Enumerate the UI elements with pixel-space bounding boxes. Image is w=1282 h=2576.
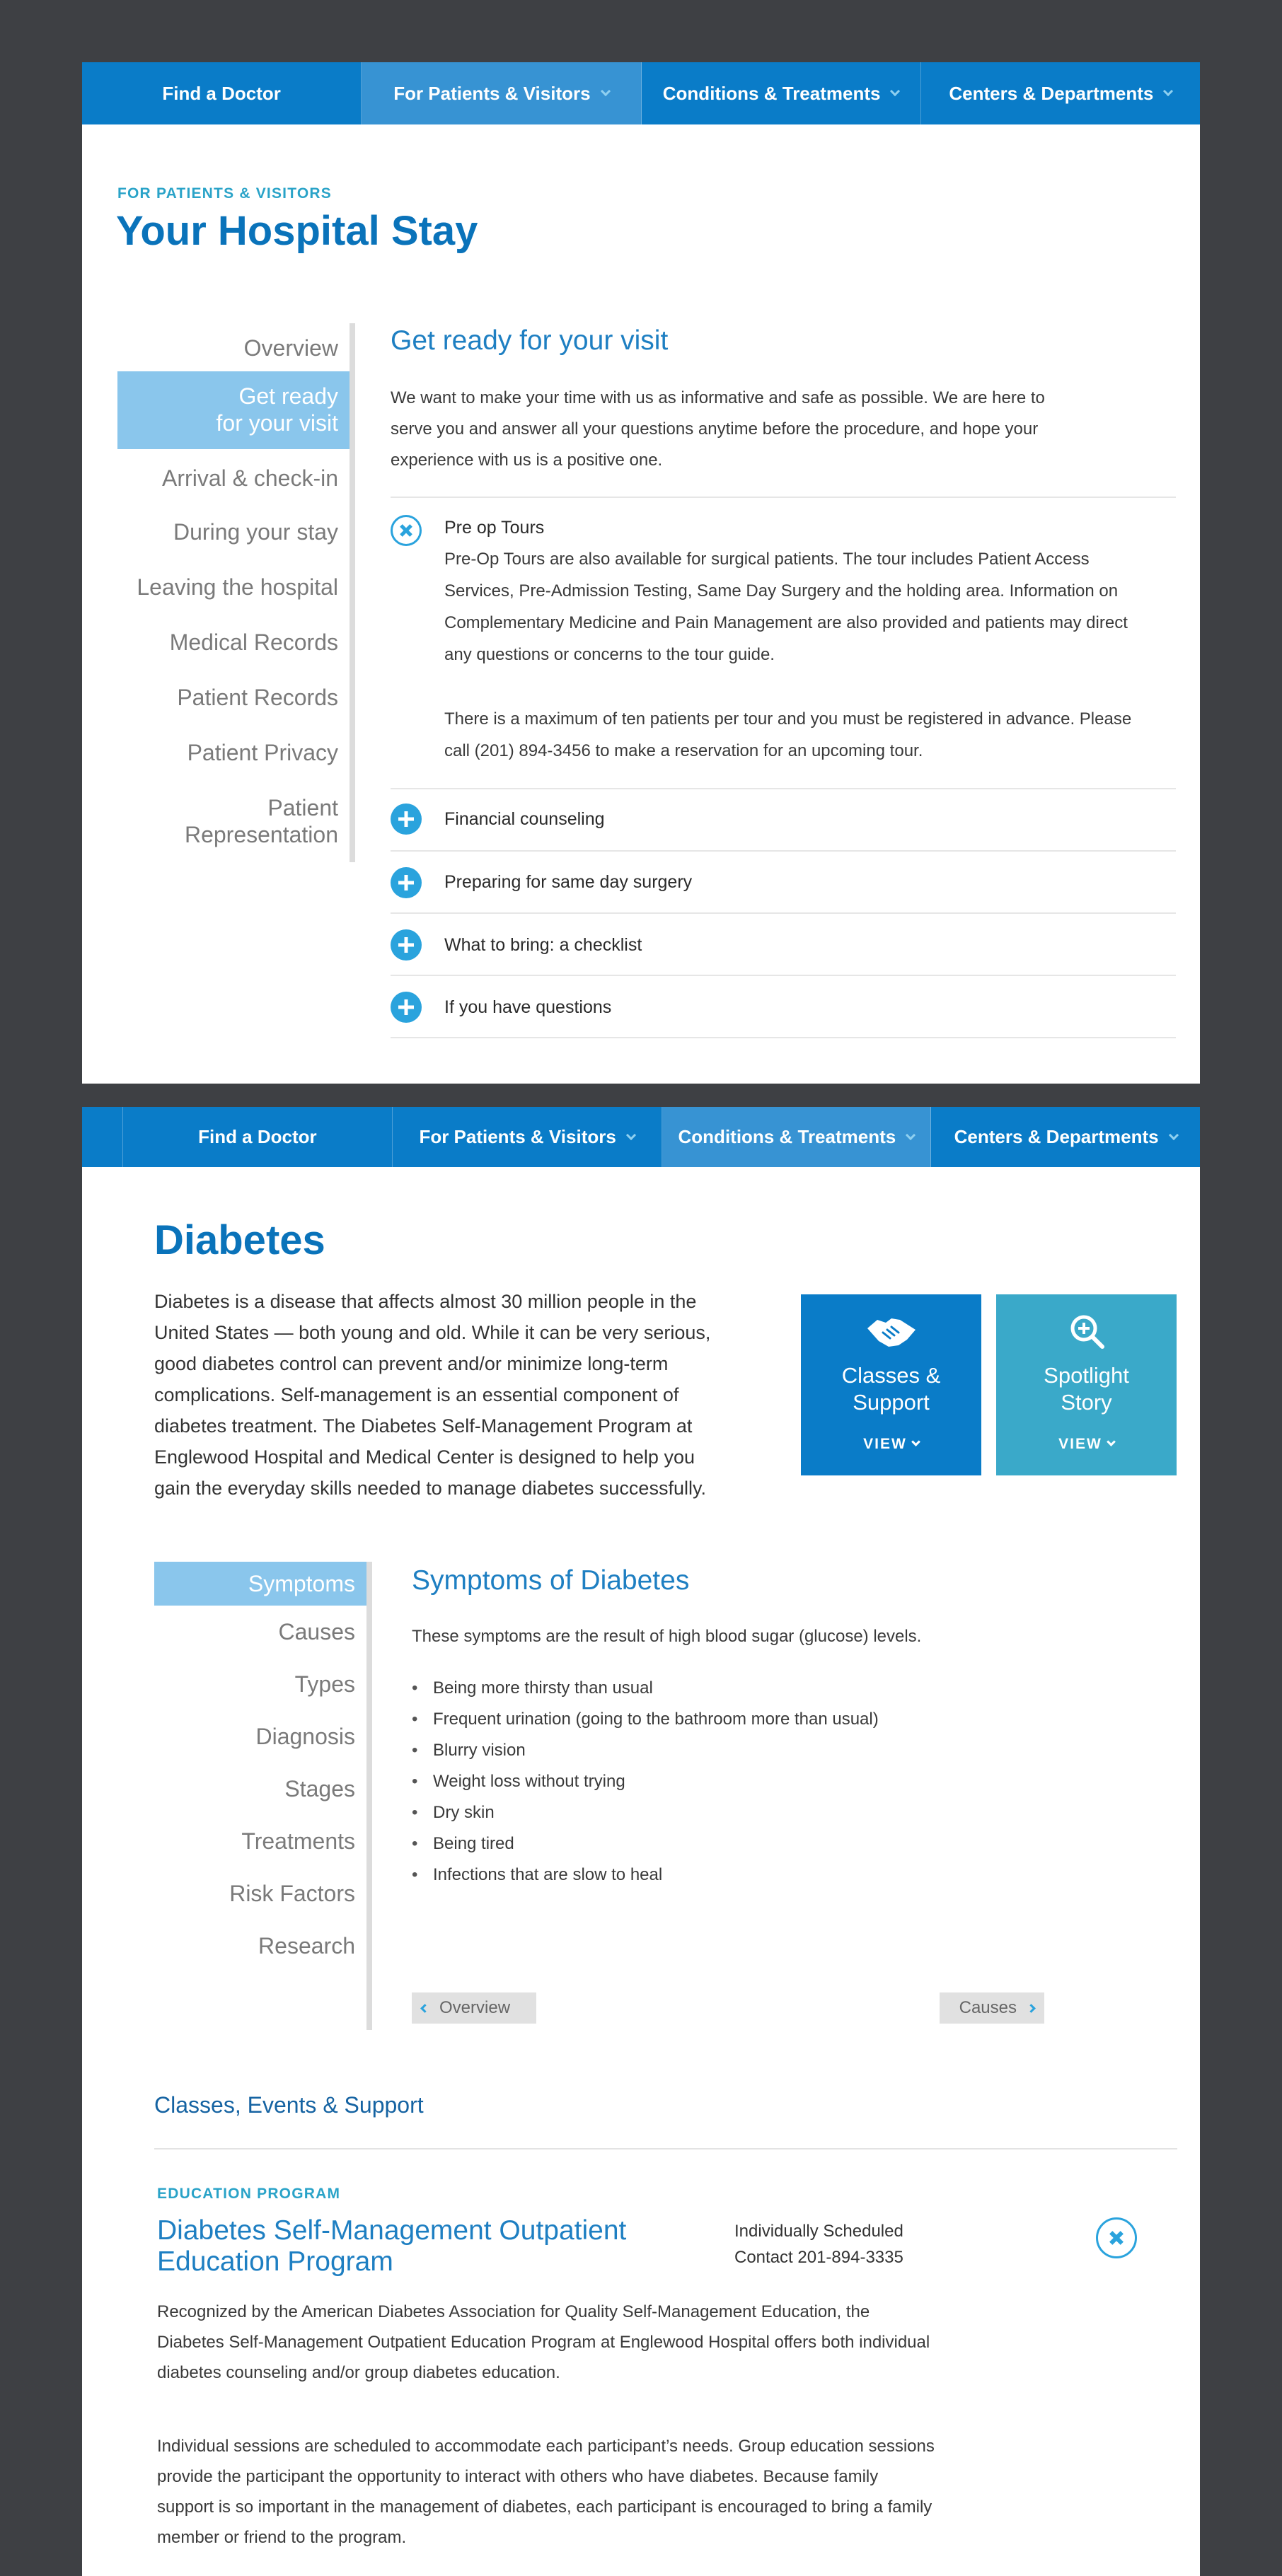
sidebar-item-get-ready[interactable]: Get ready for your visit [117, 371, 350, 449]
accordion-item-same-day-surgery[interactable] [391, 850, 1176, 912]
accordion-item-questions[interactable] [391, 975, 1176, 1038]
accordion-item-financial[interactable] [391, 788, 1176, 850]
nav-patients-visitors[interactable] [393, 1107, 662, 1167]
sidebar-item-patient-privacy[interactable]: Patient Privacy [187, 740, 338, 765]
prev-page-button[interactable] [412, 1992, 536, 2024]
page-title: Your Hospital Stay [116, 208, 478, 254]
nav-centers-departments[interactable] [931, 1107, 1200, 1167]
chevron-down-icon [906, 1130, 916, 1139]
plus-icon[interactable] [391, 867, 422, 898]
symptom-list [412, 1673, 879, 1891]
nav-spacer [82, 1107, 123, 1167]
list-item: • Dry skin [412, 1797, 879, 1828]
tile-view-link[interactable] [996, 1436, 1177, 1453]
nav-label: Conditions & Treatments [678, 1126, 896, 1147]
sidebar-item-research[interactable]: Research [258, 1933, 355, 1959]
nav-conditions-treatments[interactable] [642, 62, 921, 124]
plus-icon[interactable] [391, 803, 422, 835]
sidebar-nav [154, 1562, 372, 2030]
sidebar-item-causes[interactable]: Causes [278, 1619, 355, 1644]
page-title: Diabetes [154, 1217, 325, 1263]
sidebar-item-during-stay[interactable]: During your stay [173, 519, 338, 545]
chevron-down-icon [911, 1437, 920, 1446]
nav-conditions-treatments[interactable] [662, 1107, 932, 1167]
sidebar-item-symptoms[interactable]: Symptoms [154, 1562, 366, 1606]
sidebar-item-stages[interactable]: Stages [284, 1776, 355, 1802]
program-eyebrow: EDUCATION PROGRAM [157, 2186, 341, 2202]
sidebar-item-arrival[interactable]: Arrival & check-in [162, 465, 338, 491]
handshake-icon [865, 1311, 918, 1351]
magnifier-plus-icon [1067, 1311, 1107, 1351]
sidebar-item-patient-representation[interactable]: Patient Representation [184, 795, 338, 847]
classes-section-title: Classes, Events & Support [154, 2092, 424, 2118]
nav-label: Centers & Departments [954, 1126, 1159, 1147]
nav-label: Conditions & Treatments [662, 82, 881, 104]
nav-label: Centers & Departments [949, 82, 1154, 104]
tile-label: Classes & Support [841, 1363, 941, 1415]
main-nav [82, 62, 1200, 124]
next-page-button[interactable] [940, 1992, 1044, 2024]
close-icon[interactable] [391, 515, 422, 546]
program-description: Recognized by the American Diabetes Association for Quality Self-Management Education, the Diabetes Self-Management Outpatient Education Program at Englewood Hospital offers both individual diabetes counseling and/or group diabetes education. [157, 2302, 930, 2382]
accordion-label[interactable]: Pre op Tours [444, 518, 545, 538]
divider [154, 2148, 1177, 2149]
section-title: Symptoms of Diabetes [412, 1565, 690, 1596]
sidebar-nav [117, 323, 355, 862]
schedule-text: Individually Scheduled [734, 2222, 903, 2241]
accordion-body-paragraph: There is a maximum of ten patients per tour and you must be registered in advance. Please call (201) 894-3456 to make a reservation for an upcoming tour. [444, 709, 1132, 760]
nav-patients-visitors[interactable] [362, 62, 641, 124]
program-description: Individual sessions are scheduled to accommodate each participant’s needs. Group education sessions provide the participant the opportunity to interact with others who have diabetes. Because family support is so important in the management of diabetes, each participant is encouraged to bring a family member or friend to the program. [157, 2437, 935, 2547]
accordion-label: Financial counseling [444, 809, 605, 829]
sidebar-item-treatments[interactable]: Treatments [241, 1828, 355, 1854]
chevron-right-icon [1027, 2004, 1036, 2013]
pager-label: Causes [959, 1998, 1017, 2017]
chevron-left-icon [420, 2004, 429, 2013]
section-title: Get ready for your visit [391, 325, 669, 356]
intro-text: We want to make your time with us as informative and safe as possible. We are here to serve you and answer all your questions anytime before the procedure, and hope your experience with us is a positive one. [391, 388, 1045, 470]
plus-icon[interactable] [391, 992, 422, 1023]
program-title[interactable]: Diabetes Self-Management Outpatient Education Program [157, 2215, 627, 2277]
list-item: • Infections that are slow to heal [412, 1860, 879, 1891]
tile-view-label: VIEW [863, 1436, 907, 1452]
list-item: • Being tired [412, 1828, 879, 1860]
list-item: • Blurry vision [412, 1735, 879, 1766]
accordion-body-paragraph: Pre-Op Tours are also available for surgical patients. The tour includes Patient Access Services, Pre-Admission Testing, Same Day Surgery and the holding area. Information on Complementary Medicine and Pain Management are also provided and patients may direct any questions or concerns to the tour guide. [444, 550, 1128, 664]
nav-label: For Patients & Visitors [393, 82, 591, 104]
sidebar-item-patient-records[interactable]: Patient Records [177, 685, 338, 710]
sidebar-item-risk-factors[interactable]: Risk Factors [229, 1881, 355, 1906]
chevron-down-icon [1163, 86, 1173, 96]
nav-find-a-doctor[interactable] [82, 62, 362, 124]
accordion-label: Preparing for same day surgery [444, 872, 693, 892]
nav-label: For Patients & Visitors [419, 1126, 616, 1147]
nav-find-a-doctor[interactable] [123, 1107, 393, 1167]
list-item: • Frequent urination (going to the bathroom more than usual) [412, 1704, 879, 1735]
sidebar-item-diagnosis[interactable]: Diagnosis [255, 1724, 355, 1749]
classes-support-tile[interactable] [801, 1294, 981, 1475]
section-intro: These symptoms are the result of high blood sugar (glucose) levels. [412, 1627, 922, 1646]
main-nav [82, 1107, 1200, 1167]
tile-view-link[interactable] [801, 1436, 981, 1453]
sidebar-item-overview[interactable]: Overview [243, 335, 338, 361]
sidebar-item-leaving[interactable]: Leaving the hospital [137, 574, 338, 600]
plus-icon[interactable] [391, 929, 422, 961]
hospital-stay-panel [82, 62, 1200, 1084]
chevron-down-icon [890, 86, 900, 96]
accordion-label: What to bring: a checklist [444, 935, 642, 955]
nav-label: Find a Doctor [162, 82, 281, 104]
program-schedule [734, 2218, 903, 2270]
chevron-down-icon [600, 86, 610, 96]
list-item: • Being more thirsty than usual [412, 1673, 879, 1704]
chevron-down-icon [1169, 1130, 1179, 1139]
pager-label: Overview [439, 1998, 511, 2017]
list-item: • Weight loss without trying [412, 1766, 879, 1797]
spotlight-story-tile[interactable] [996, 1294, 1177, 1475]
intro-text: Diabetes is a disease that affects almost 30 million people in the United States — both young and old. While it can be very serious, good diabetes control can prevent and/or minimize long-term complications. Self-management is an essential component of diabetes treatment. The Diabetes Self-Management Program at Englewood Hospital and Medical Center is designed to help you gain the everyday skills needed to manage diabetes successfully. [154, 1291, 711, 1499]
diabetes-panel [82, 1107, 1200, 2576]
chevron-down-icon [1107, 1437, 1116, 1446]
chevron-down-icon [626, 1130, 636, 1139]
close-icon[interactable] [1096, 2217, 1137, 2258]
sidebar-item-medical-records[interactable]: Medical Records [169, 630, 338, 655]
accordion-item-checklist[interactable] [391, 912, 1176, 975]
tile-view-label: VIEW [1058, 1436, 1102, 1452]
nav-label: Find a Doctor [198, 1126, 317, 1147]
accordion-label: If you have questions [444, 997, 612, 1017]
nav-centers-departments[interactable] [921, 62, 1200, 124]
contact-phone: Contact 201-894-3335 [734, 2248, 903, 2267]
page-eyebrow: FOR PATIENTS & VISITORS [117, 185, 332, 202]
tile-label: Spotlight Story [1044, 1363, 1129, 1415]
sidebar-item-types[interactable]: Types [294, 1671, 355, 1697]
